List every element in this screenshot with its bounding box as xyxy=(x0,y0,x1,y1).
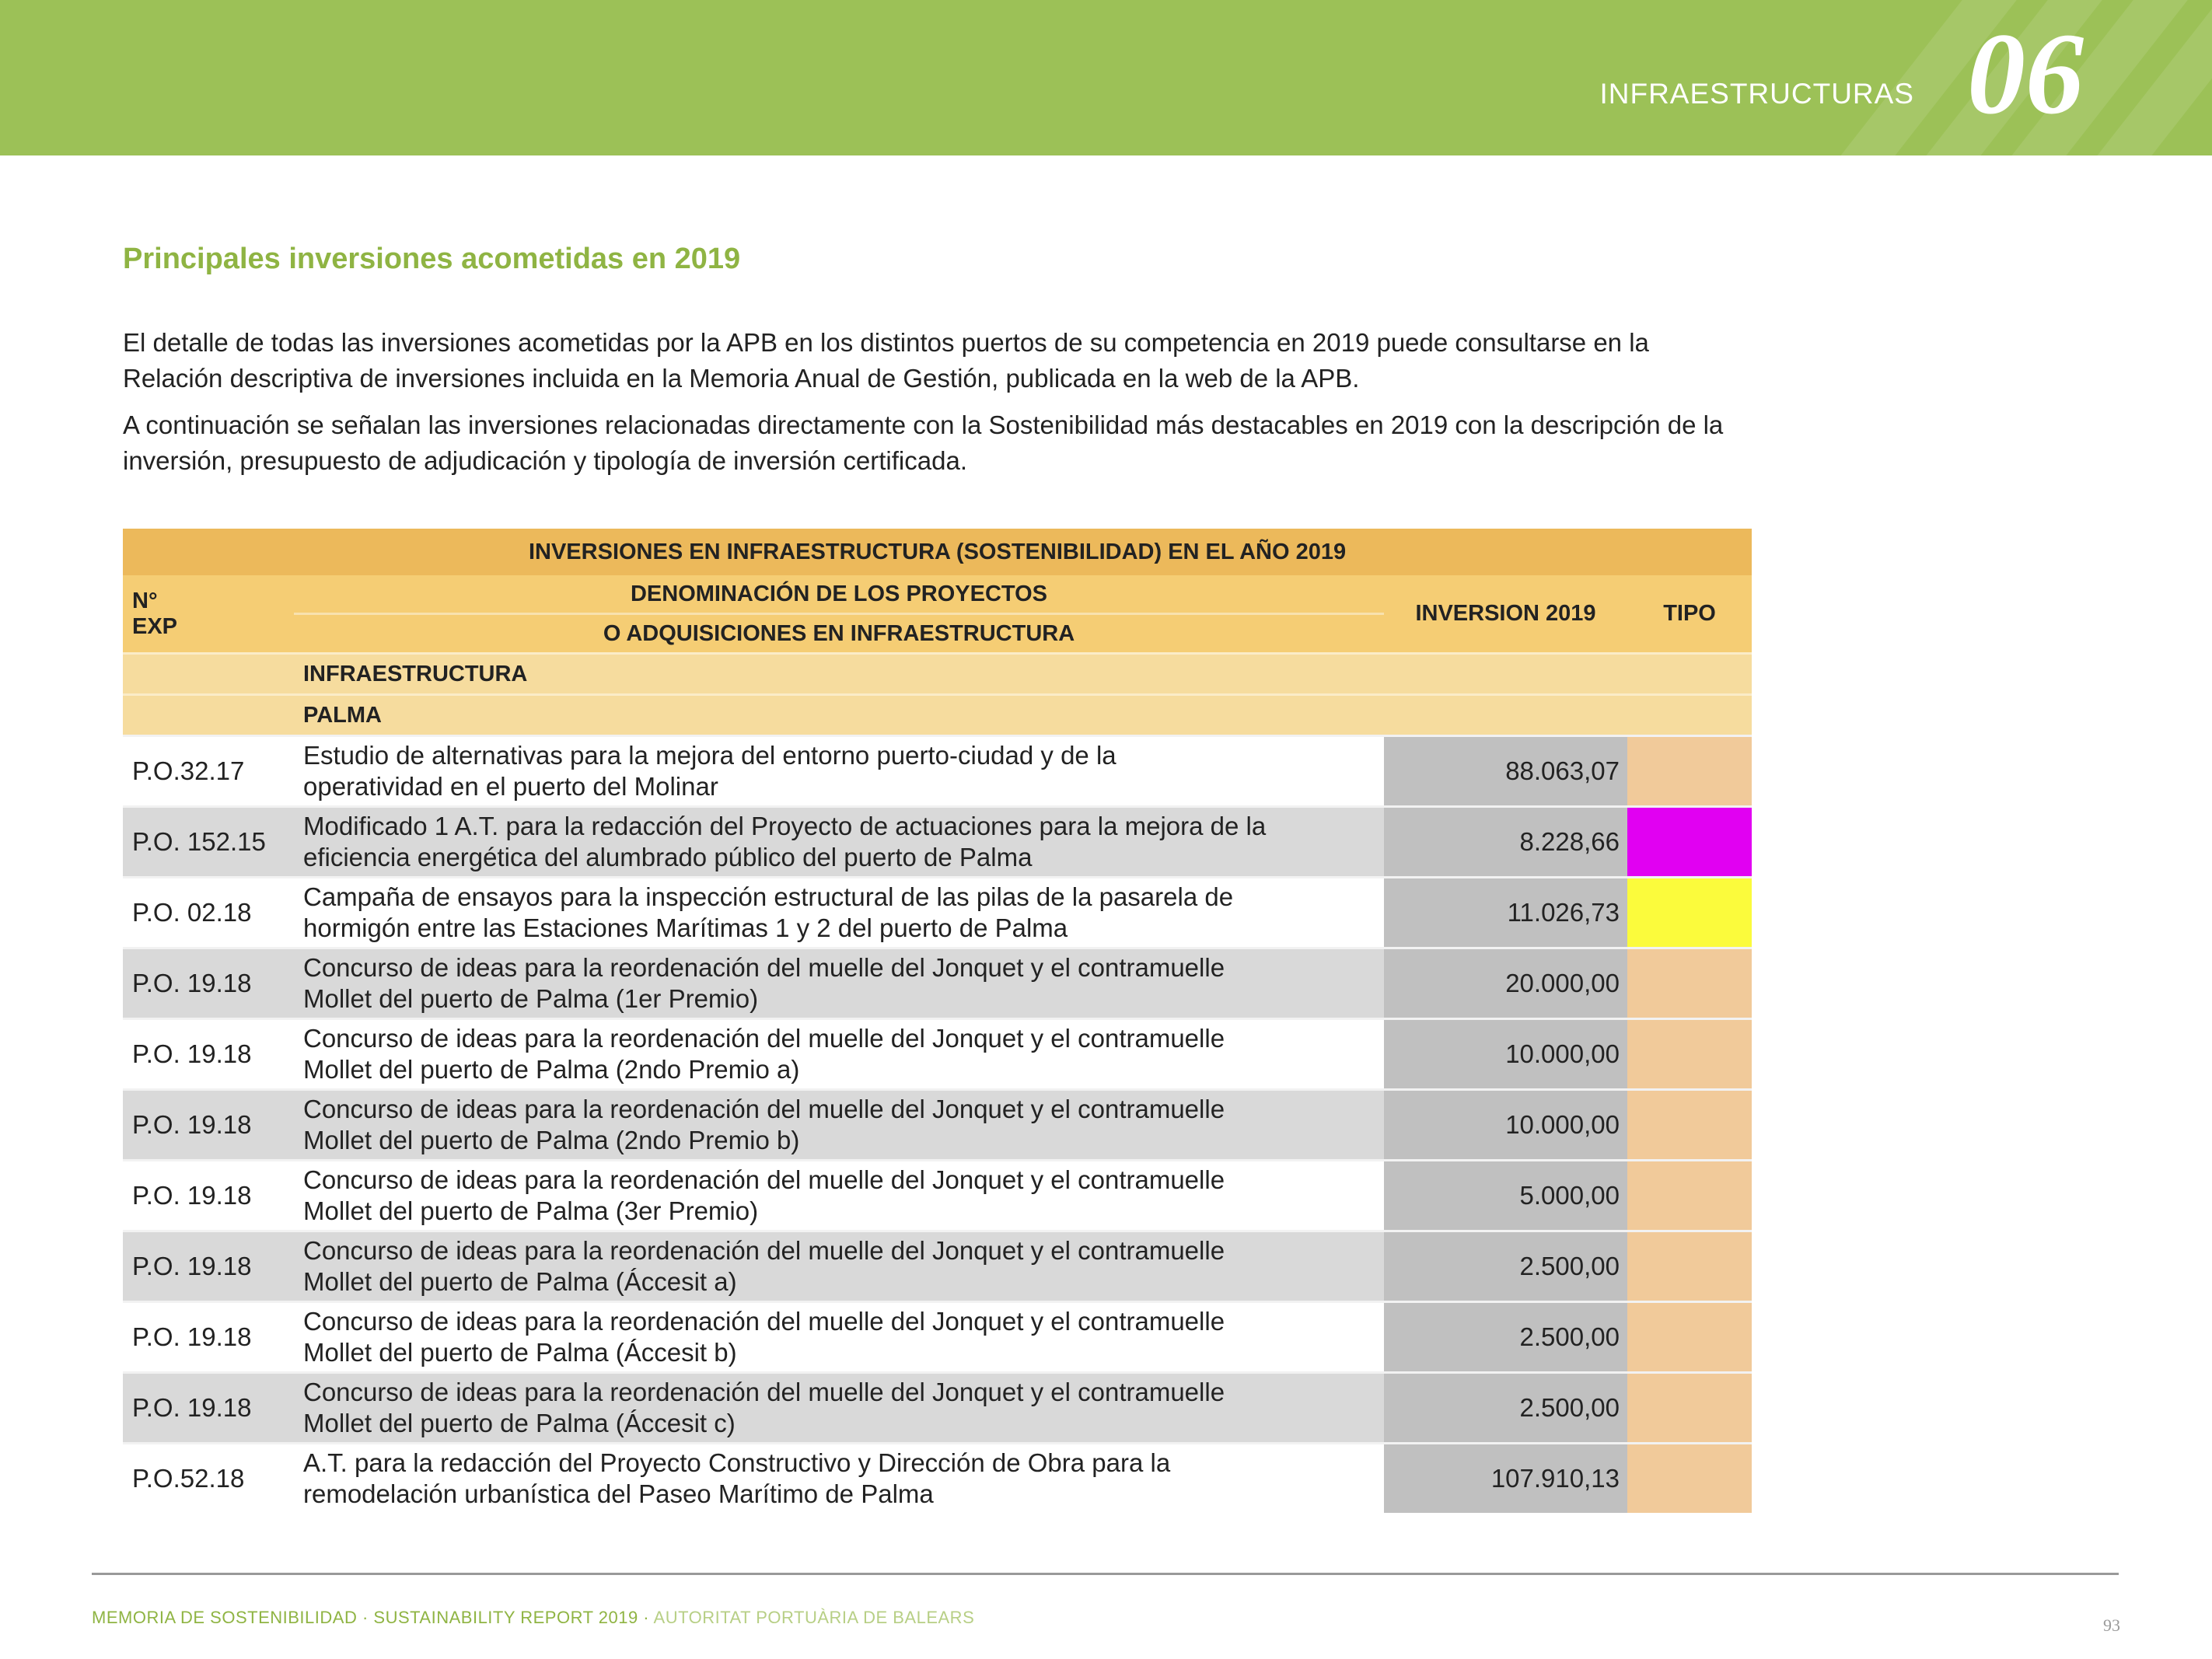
footer-report-name: MEMORIA DE SOSTENIBILIDAD · SUSTAINABILITY REPORT 2019 · xyxy=(92,1608,654,1627)
description-cell: Modificado 1 A.T. para la redacción del Proyecto de actuaciones para la mejora de la eficiencia energética del alumbrado público del puerto de Palma xyxy=(294,807,1384,878)
column-header-exp-line2: EXP xyxy=(132,613,178,639)
table-row xyxy=(123,1302,1752,1373)
tipo-swatch xyxy=(1627,1231,1752,1302)
description-cell: Concurso de ideas para la reordenación del muelle del Jonquet y el contramuelle Mollet del puerto de Palma (Áccesit b) xyxy=(294,1302,1384,1373)
description-cell: Concurso de ideas para la reordenación del muelle del Jonquet y el contramuelle Mollet del puerto de Palma (Áccesit c) xyxy=(294,1373,1384,1444)
table-row xyxy=(123,807,1752,878)
column-header-denominacion-line1: DENOMINACIÓN DE LOS PROYECTOS xyxy=(294,575,1384,614)
exp-cell: P.O.52.18 xyxy=(123,1444,294,1514)
exp-cell: P.O. 19.18 xyxy=(123,1302,294,1373)
column-header-inversion: INVERSION 2019 xyxy=(1384,575,1627,654)
table-row xyxy=(123,878,1752,948)
group-label-infraestructura: INFRAESTRUCTURA xyxy=(294,654,1384,695)
table-row xyxy=(123,1444,1752,1514)
tipo-swatch xyxy=(1627,1302,1752,1373)
tipo-swatch xyxy=(1627,1090,1752,1161)
intro-paragraph-2: A continuación se señalan las inversiones relacionadas directamente con la Sostenibilidad más destacables en 2019 con la descripción de la inversión, presupuesto de adjudicación y tipología de inversión certificada. xyxy=(123,410,1724,475)
tipo-swatch xyxy=(1627,1373,1752,1444)
tipo-swatch xyxy=(1627,948,1752,1019)
exp-cell: P.O. 152.15 xyxy=(123,807,294,878)
tipo-swatch xyxy=(1627,1444,1752,1514)
table-row xyxy=(123,948,1752,1019)
description-cell: Concurso de ideas para la reordenación del muelle del Jonquet y el contramuelle Mollet del puerto de Palma (1er Premio) xyxy=(294,948,1384,1019)
tipo-swatch xyxy=(1627,1019,1752,1090)
intro-paragraph-1: El detalle de todas las inversiones acometidas por la APB en los distintos puertos de su competencia en 2019 puede consultarse en la Relación descriptiva de inversiones incluida en la Memoria Anual de Gestión, publicada en la web de la APB. xyxy=(123,328,1649,393)
exp-cell: P.O. 19.18 xyxy=(123,1019,294,1090)
exp-cell: P.O.32.17 xyxy=(123,736,294,807)
tipo-swatch xyxy=(1627,1161,1752,1231)
amount-cell: 11.026,73 xyxy=(1384,878,1627,948)
exp-cell: P.O. 19.18 xyxy=(123,1090,294,1161)
chapter-number: 06 xyxy=(1967,9,2084,138)
footer-divider xyxy=(92,1573,2119,1575)
investments-table xyxy=(123,529,1752,1513)
table-title: INVERSIONES EN INFRAESTRUCTURA (SOSTENIBILIDAD) EN EL AÑO 2019 xyxy=(123,529,1752,575)
description-cell: Estudio de alternativas para la mejora del entorno puerto-ciudad y de la operatividad en el puerto del Molinar xyxy=(294,736,1384,807)
table-row xyxy=(123,1090,1752,1161)
description-cell: Concurso de ideas para la reordenación del muelle del Jonquet y el contramuelle Mollet del puerto de Palma (2ndo Premio b) xyxy=(294,1090,1384,1161)
amount-cell: 88.063,07 xyxy=(1384,736,1627,807)
amount-cell: 10.000,00 xyxy=(1384,1019,1627,1090)
amount-cell: 107.910,13 xyxy=(1384,1444,1627,1514)
intro-text xyxy=(123,325,1756,490)
group-label-palma: PALMA xyxy=(294,695,1384,736)
exp-cell: P.O. 19.18 xyxy=(123,1373,294,1444)
table-row xyxy=(123,1019,1752,1090)
table-row xyxy=(123,1161,1752,1231)
description-cell: Concurso de ideas para la reordenación del muelle del Jonquet y el contramuelle Mollet del puerto de Palma (Áccesit a) xyxy=(294,1231,1384,1302)
chapter-name: INFRAESTRUCTURAS xyxy=(1599,78,1914,110)
description-cell: Campaña de ensayos para la inspección estructural de las pilas de la pasarela de hormigón entre las Estaciones Marítimas 1 y 2 del puerto de Palma xyxy=(294,878,1384,948)
description-cell: A.T. para la redacción del Proyecto Constructivo y Dirección de Obra para la remodelación urbanística del Paseo Marítimo de Palma xyxy=(294,1444,1384,1514)
table-row xyxy=(123,1231,1752,1302)
amount-cell: 8.228,66 xyxy=(1384,807,1627,878)
exp-cell: P.O. 19.18 xyxy=(123,1231,294,1302)
page-number: 93 xyxy=(2103,1615,2120,1635)
tipo-swatch xyxy=(1627,878,1752,948)
exp-cell: P.O. 02.18 xyxy=(123,878,294,948)
exp-cell: P.O. 19.18 xyxy=(123,948,294,1019)
tipo-swatch xyxy=(1627,807,1752,878)
column-header-exp-line1: N° xyxy=(132,588,158,613)
chapter-header-band xyxy=(0,0,2212,155)
amount-cell: 2.500,00 xyxy=(1384,1231,1627,1302)
tipo-swatch xyxy=(1627,736,1752,807)
amount-cell: 2.500,00 xyxy=(1384,1373,1627,1444)
description-cell: Concurso de ideas para la reordenación del muelle del Jonquet y el contramuelle Mollet del puerto de Palma (2ndo Premio a) xyxy=(294,1019,1384,1090)
description-cell: Concurso de ideas para la reordenación del muelle del Jonquet y el contramuelle Mollet del puerto de Palma (3er Premio) xyxy=(294,1161,1384,1231)
column-header-exp xyxy=(123,575,294,654)
footer-organization: AUTORITAT PORTUÀRIA DE BALEARS xyxy=(653,1608,975,1627)
column-header-denominacion-line2: O ADQUISICIONES EN INFRAESTRUCTURA xyxy=(294,614,1384,654)
exp-cell: P.O. 19.18 xyxy=(123,1161,294,1231)
footer-text xyxy=(92,1608,974,1628)
amount-cell: 20.000,00 xyxy=(1384,948,1627,1019)
table-row xyxy=(123,1373,1752,1444)
amount-cell: 10.000,00 xyxy=(1384,1090,1627,1161)
table-row xyxy=(123,736,1752,807)
column-header-tipo: TIPO xyxy=(1627,575,1752,654)
amount-cell: 2.500,00 xyxy=(1384,1302,1627,1373)
amount-cell: 5.000,00 xyxy=(1384,1161,1627,1231)
section-title: Principales inversiones acometidas en 2019 xyxy=(123,243,741,275)
